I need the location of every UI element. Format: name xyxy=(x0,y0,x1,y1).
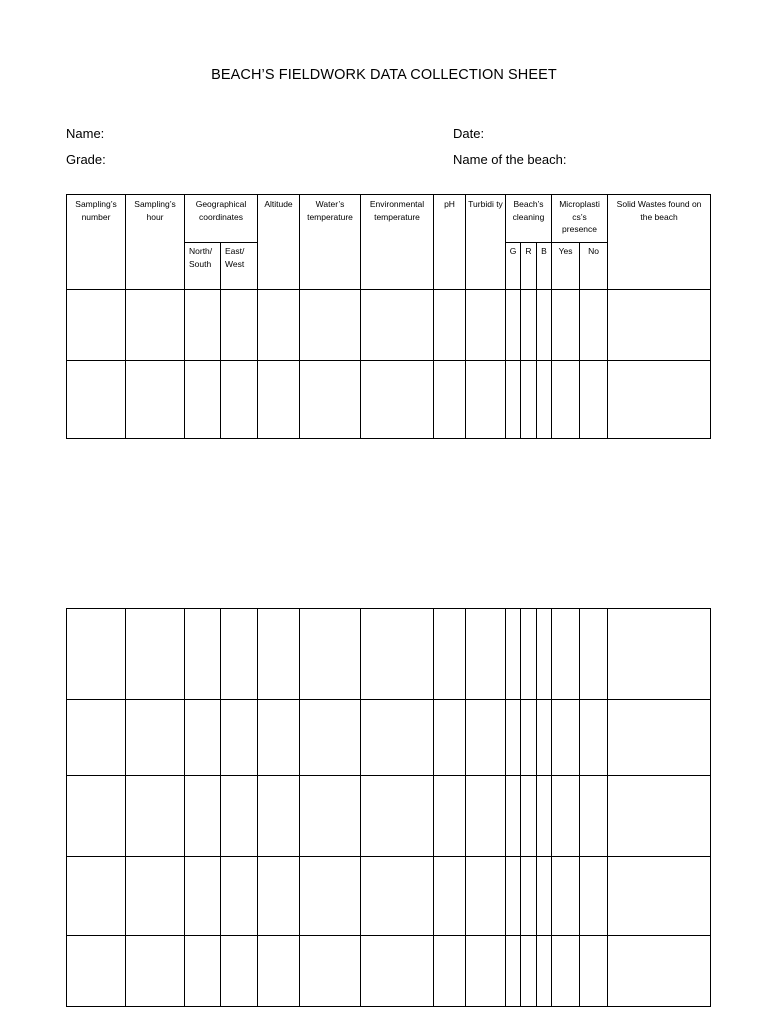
header-environmental-temperature: Environmental temperature xyxy=(361,195,434,290)
table-row xyxy=(67,776,711,857)
date-label: Date: xyxy=(453,126,485,141)
table-row xyxy=(67,361,711,439)
header-sampling-number: Sampling’s number xyxy=(67,195,126,290)
header-geo-coordinates: Geographical coordinates xyxy=(185,195,258,243)
grade-label: Grade: xyxy=(66,152,106,167)
header-no: No xyxy=(580,243,608,290)
header-yes: Yes xyxy=(552,243,580,290)
header-water-temperature: Water’s temperature xyxy=(300,195,361,290)
table-row xyxy=(67,857,711,936)
header-cleaning-r: R xyxy=(521,243,537,290)
name-label: Name: xyxy=(66,126,105,141)
header-ph: pH xyxy=(434,195,466,290)
header-turbidity: Turbidi ty xyxy=(466,195,506,290)
header-beach-cleaning: Beach’s cleaning xyxy=(506,195,552,243)
header-sampling-hour: Sampling’s hour xyxy=(126,195,185,290)
header-cleaning-b: B xyxy=(537,243,552,290)
table-row xyxy=(67,936,711,1007)
data-table-bottom xyxy=(66,608,711,1007)
header-cleaning-g: G xyxy=(506,243,521,290)
header-microplastics-presence: Microplasti cs’s presence xyxy=(552,195,608,243)
header-altitude: Altitude xyxy=(258,195,300,290)
data-table-top xyxy=(66,194,711,439)
table-row xyxy=(67,700,711,776)
header-east-west: East/ West xyxy=(221,243,258,290)
page-title: BEACH’S FIELDWORK DATA COLLECTION SHEET xyxy=(211,67,557,83)
table-row xyxy=(67,609,711,700)
table-row xyxy=(67,290,711,361)
header-solid-wastes: Solid Wastes found on the beach xyxy=(608,195,711,290)
header-north-south: North/ South xyxy=(185,243,221,290)
beach-name-label: Name of the beach: xyxy=(453,152,567,167)
